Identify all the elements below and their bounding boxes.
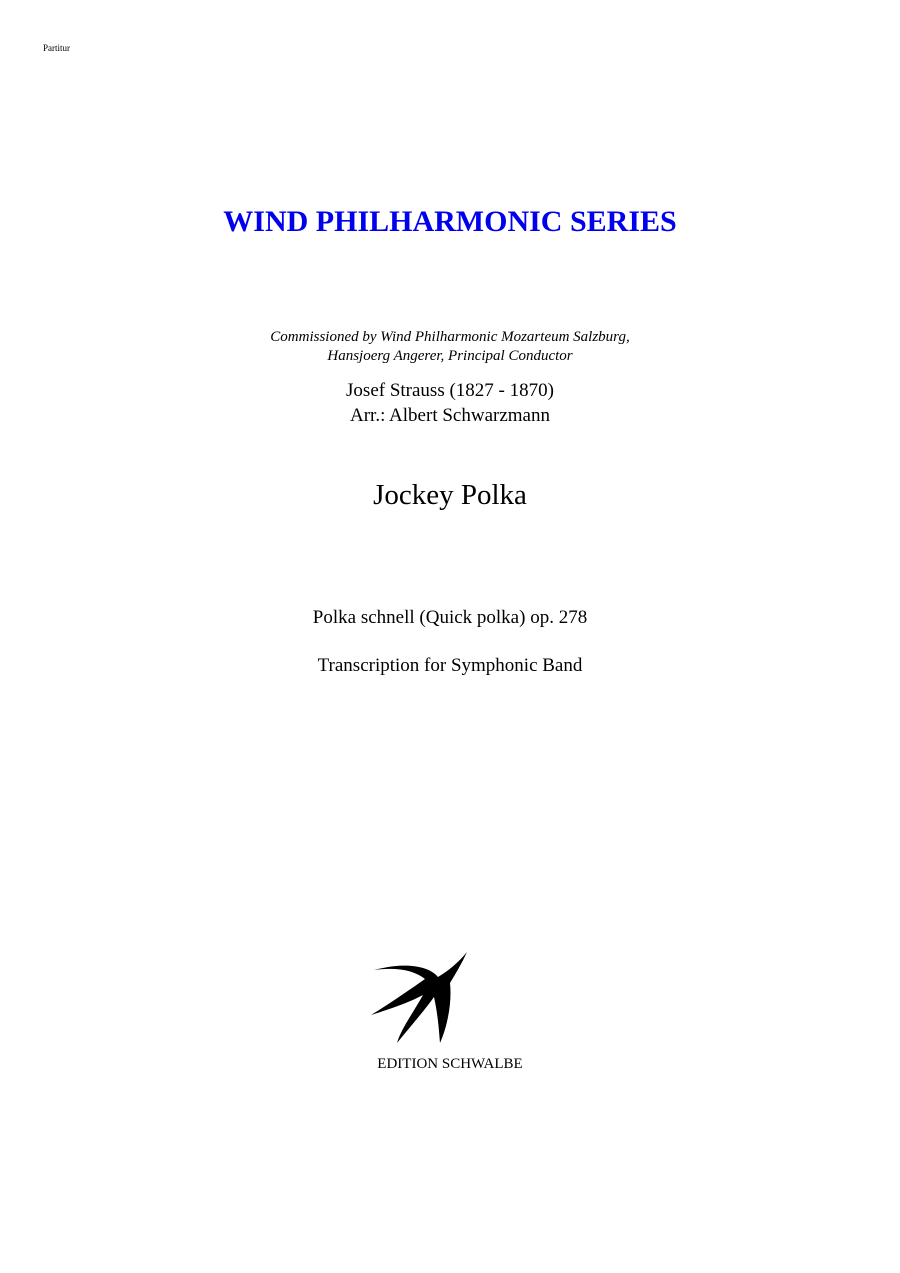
work-title: Jockey Polka [373, 479, 527, 511]
swallow-icon [368, 951, 470, 1047]
publisher-name: EDITION SCHWALBE [377, 1056, 523, 1072]
work-subtitle: Polka schnell (Quick polka) op. 278 [312, 607, 588, 628]
composer-credit: Josef Strauss (1827 - 1870) [346, 380, 554, 401]
commission-line-1: Commissioned by Wind Philharmonic Mozarteum Salzburg, [270, 329, 630, 345]
arranger-credit: Arr.: Albert Schwarzmann [350, 405, 550, 426]
commission-line-2: Hansjoerg Angerer, Principal Conductor [327, 348, 573, 364]
score-type-label: Partitur [43, 43, 70, 53]
transcription-note: Transcription for Symphonic Band [317, 655, 583, 676]
series-title: WIND PHILHARMONIC SERIES [223, 205, 677, 238]
